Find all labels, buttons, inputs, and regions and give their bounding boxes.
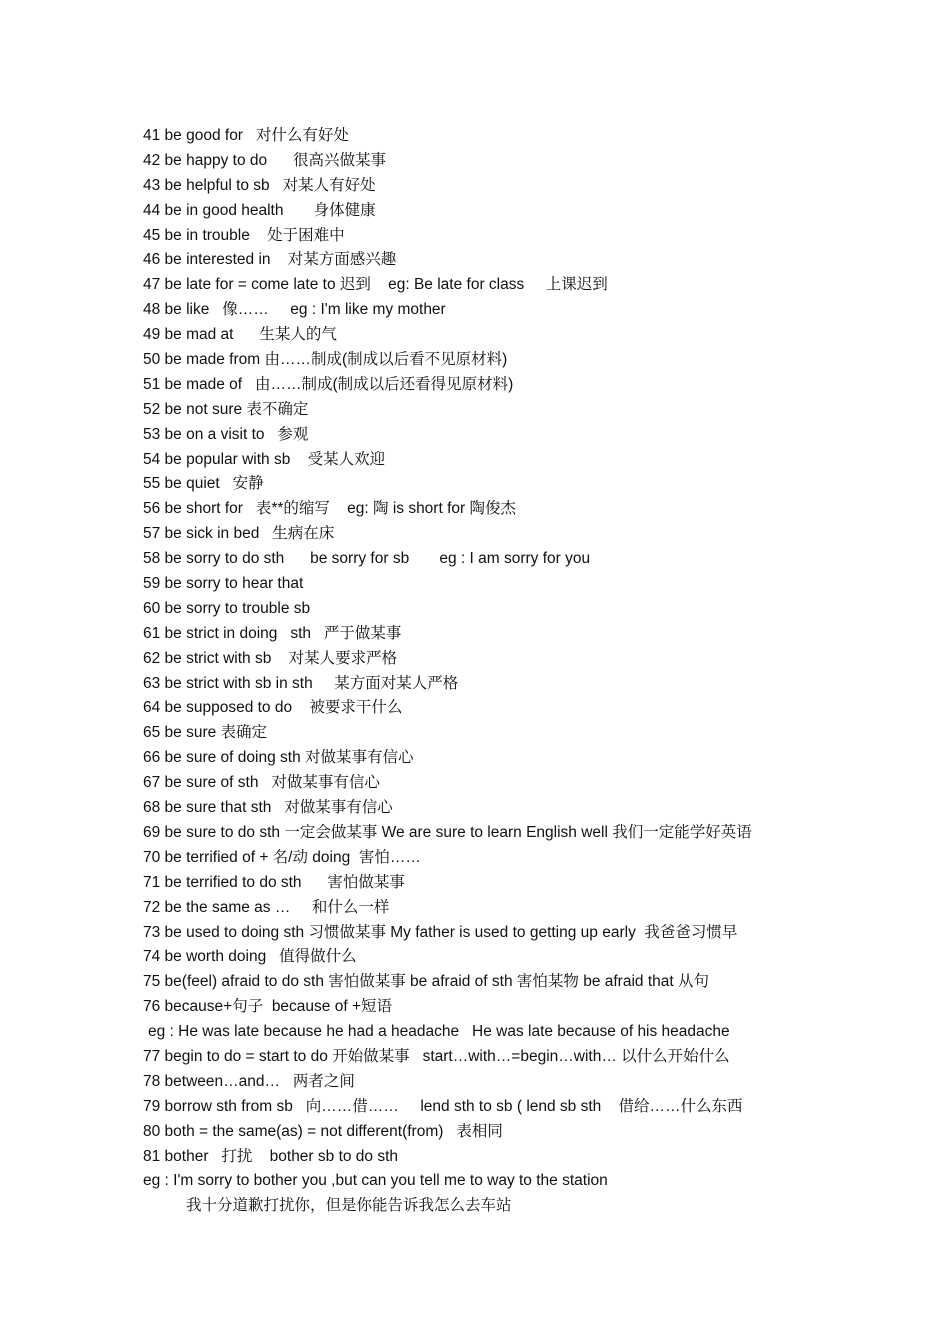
list-item: 58 be sorry to do sth be sorry for sb eg : I am sorry for you	[143, 550, 591, 568]
list-item: 73 be used to doing sth 习惯做某事 My father is used to getting up early 我爸爸习惯早	[143, 923, 738, 941]
list-item: 72 be the same as … 和什么一样	[143, 898, 390, 916]
example-line: eg : I'm sorry to bother you ,but can you tell me to way to the station	[143, 1172, 608, 1190]
list-item: 44 be in good health 身体健康	[143, 201, 376, 219]
list-item: 55 be quiet 安静	[143, 475, 264, 493]
list-item: 64 be supposed to do 被要求干什么	[143, 699, 403, 717]
list-item: 66 be sure of doing sth 对做某事有信心	[143, 749, 414, 767]
list-item: 78 between…and… 两者之间	[143, 1072, 355, 1090]
list-item: 60 be sorry to trouble sb	[143, 599, 311, 617]
list-item: 80 both = the same(as) = not different(from) 表相同	[143, 1122, 503, 1140]
list-item: 53 be on a visit to 参观	[143, 425, 309, 443]
list-item: 51 be made of 由……制成(制成以后还看得见原材料)	[143, 375, 514, 393]
list-item: 47 be late for = come late to 迟到 eg: Be late for class 上课迟到	[143, 276, 608, 294]
list-item: 70 be terrified of + 名/动 doing 害怕……	[143, 848, 421, 866]
list-item: 69 be sure to do sth 一定会做某事 We are sure to learn English well 我们一定能学好英语	[143, 823, 752, 841]
list-item: 46 be interested in 对某方面感兴趣	[143, 251, 397, 269]
list-item: 68 be sure that sth 对做某事有信心	[143, 799, 393, 817]
list-item: 59 be sorry to hear that	[143, 575, 304, 593]
list-item: 74 be worth doing 值得做什么	[143, 948, 357, 966]
list-item: 45 be in trouble 处于困难中	[143, 226, 345, 244]
list-item: 81 bother 打扰 bother sb to do sth	[143, 1147, 399, 1165]
list-item: 76 because+句子 because of +短语	[143, 998, 393, 1016]
list-item: 57 be sick in bed 生病在床	[143, 525, 335, 543]
vocabulary-list	[143, 124, 923, 1219]
list-item: 67 be sure of sth 对做某事有信心	[143, 774, 380, 792]
list-item: 50 be made from 由……制成(制成以后看不见原材料)	[143, 351, 508, 369]
list-item: 52 be not sure 表不确定	[143, 400, 309, 418]
list-item: 62 be strict with sb 对某人要求严格	[143, 649, 398, 667]
list-item: 43 be helpful to sb 对某人有好处	[143, 176, 376, 194]
list-item: 77 begin to do = start to do 开始做某事 start…with…=begin…with… 以什么开始什么	[143, 1047, 730, 1065]
list-item: 42 be happy to do 很高兴做某事	[143, 151, 386, 169]
translation-line: 我十分道歉打扰你，但是你能告诉我怎么去车站	[186, 1197, 512, 1215]
list-item: 63 be strict with sb in sth 某方面对某人严格	[143, 674, 459, 692]
example-line: eg : He was late because he had a headache He was late because of his headache	[148, 1023, 730, 1041]
list-item: 71 be terrified to do sth 害怕做某事	[143, 873, 405, 891]
list-item: 41 be good for 对什么有好处	[143, 127, 349, 144]
list-item: 49 be mad at 生某人的气	[143, 326, 337, 344]
list-item: 54 be popular with sb 受某人欢迎	[143, 450, 386, 468]
list-item: 48 be like 像…… eg : I'm like my mother	[143, 301, 446, 319]
list-item: 75 be(feel) afraid to do sth 害怕做某事 be afraid of sth 害怕某物 be afraid that 从句	[143, 973, 709, 991]
list-item: 56 be short for 表**的缩写 eg: 陶 is short for 陶俊杰	[143, 500, 516, 518]
list-item: 65 be sure 表确定	[143, 724, 268, 742]
list-item: 79 borrow sth from sb 向……借…… lend sth to sb ( lend sb sth 借给……什么东西	[143, 1097, 743, 1115]
list-item: 61 be strict in doing sth 严于做某事	[143, 624, 402, 642]
